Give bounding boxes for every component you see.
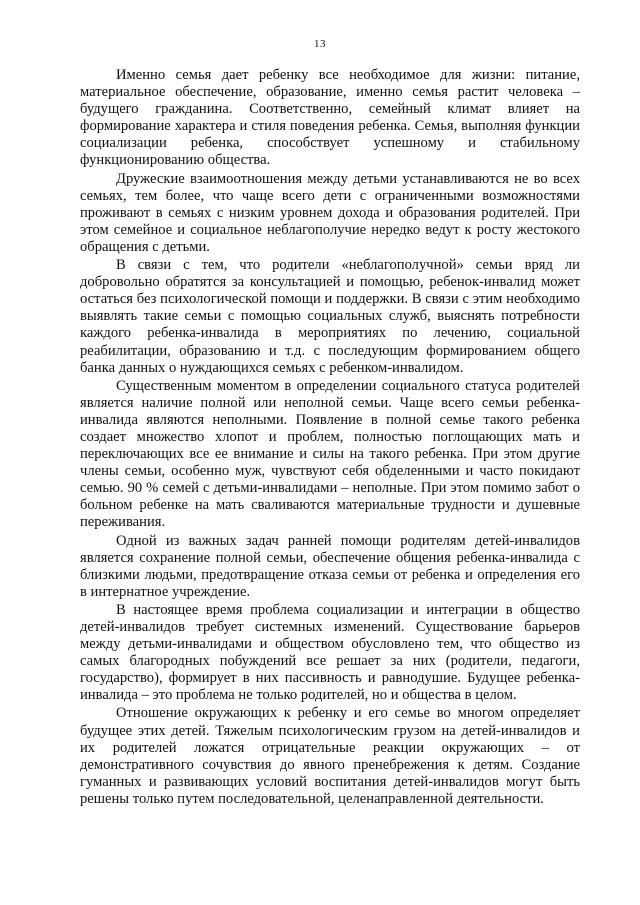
paragraph-dysfunctional-families: В связи с тем, что родители «неблагополучной» семьи вряд ли добровольно обратятся за консультацией и помощью, ребенок-инвалид может остаться без психологической помощи и поддержки. В связи с этим необходимо выявлять такие семьи с помощью социальных служб, выяснять потребности каждого ребенка-инвалида в мероприятиях по лечению, социальной реабилитации, образованию и т.д. с последующим формированием общего банка данных о нуждающихся семьях с ребенком-инвалидом. [80,257,580,376]
paragraph-attitude-of-others: Отношение окружающих к ребенку и его семье во многом определяет будущее этих детей. Тяжелым психологическим грузом на детей-инвалидов и их родителей ложатся отрицательные реакции окружающих – от демонстративного сочувствия до явного пренебрежения к детям. Создание гуманных и развивающих условий воспитания детей-инвалидов могут быть решены только путем последовательной, целенаправленной деятельности. [80,705,580,807]
body-text [80,67,580,809]
paragraph-socialization: В настоящее время проблема социализации и интеграции в общество детей-инвалидов требует системных изменений. Существование барьеров между детьми-инвалидами и обществом обусловлено тем, что общество из самых благородных побуждений все решает за них (родители, педагоги, государство), формирует в них пассивность и равнодушие. Будущее ребенка-инвалида – это проблема не только родителей, но и общества в целом. [80,601,580,704]
paragraph-family-status: Существенным моментом в определении социального статуса родителей является наличие полной или неполной семьи. Чаще всего семьи ребенка-инвалида являются неполными. Появление в полной семье такого ребенка создает множество хлопот и проблем, полностью поглощающих мать и переключающих все ее внимание и силы на такого ребенка. При этом другие члены семьи, особенно муж, чувствуют себя обделенными и часто покидают семью. 90 % семей с детьми-инвалидами – неполные. При этом помимо забот о больном ребенке на мать сваливаются материальные трудности и душевные переживания. [80,377,580,531]
paragraph-friendly-relations: Дружеские взаимоотношения между детьми устанавливаются не во всех семьях, тем более, что чаще всего дети с ограниченными возможностями проживают в семьях с низким уровнем дохода и образования родителей. При этом семейное и социальное неблагополучие нередко ведут к росту жестокого обращения с детьми. [80,170,580,255]
page-number: 13 [314,38,326,50]
paragraph-family-role: Именно семья дает ребенку все необходимое для жизни: питание, материальное обеспечение, образование, именно семья растит человека – будущего гражданина. Соответственно, семейный климат влияет на формирование характера и стиля поведения ребенка. Семья, выполняя функции социализации ребенка, способствует успешному и стабильному функционированию общества. [80,67,580,169]
paragraph-early-help: Одной из важных задач ранней помощи родителям детей-инвалидов является сохранение полной семьи, обеспечение общения ребенка-инвалида с близкими людьми, предотвращение отказа семьи от ребенка и определения его в интернатное учреждение. [80,532,580,600]
